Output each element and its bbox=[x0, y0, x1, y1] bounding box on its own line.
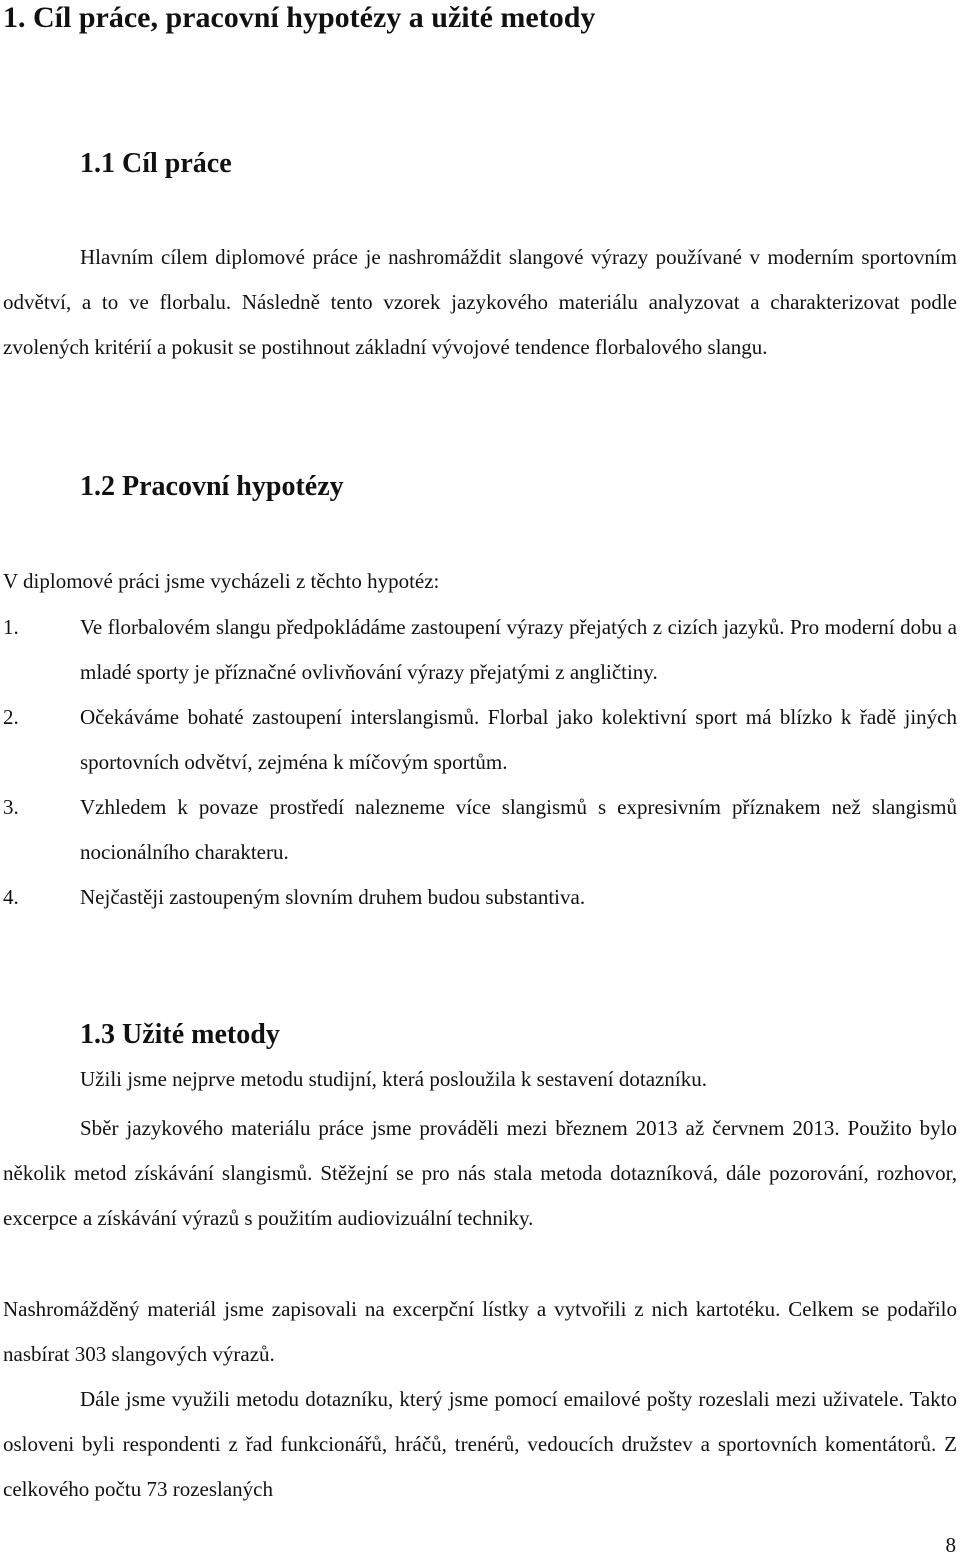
hypotheses-list bbox=[3, 605, 957, 920]
hypothesis-text: Očekáváme bohaté zastoupení interslangismů. Florbal jako kolektivní sport má blízko k řadě jiných sportovních odvětví, zejména k míčovým sportům. bbox=[80, 705, 957, 774]
hypothesis-item bbox=[3, 875, 957, 920]
chapter-title: 1. Cíl práce, pracovní hypotézy a užité metody bbox=[3, 1, 596, 34]
page-number: 8 bbox=[945, 1533, 956, 1557]
methods-paragraph: Dále jsme využili metodu dotazníku, který jsme pomocí emailové pošty rozeslali mezi uživatele. Takto osloveni byli respondenti z řad funkcionářů, hráčů, trenérů, vedoucích družstev a sportovních komentátorů. Z celkového počtu 73 rozeslaných bbox=[3, 1387, 957, 1501]
hypothesis-item bbox=[3, 605, 957, 695]
hypothesis-number: 1. bbox=[3, 615, 19, 639]
goal-paragraph: Hlavním cílem diplomové práce je nashromáždit slangové výrazy používané v moderním sportovním odvětví, a to ve florbalu. Následně tento vzorek jazykového materiálu analyzovat a charakterizovat podle zvolených kritérií a pokusit se postihnout základní vývojové tendence florbalového slangu. bbox=[3, 245, 957, 359]
section-heading-methods: 1.3 Užité metody bbox=[80, 1019, 280, 1050]
hypothesis-item bbox=[3, 785, 957, 875]
hypothesis-text: Vzhledem k povaze prostředí nalezneme více slangismů s expresivním příznakem než slangismů nocionálního charakteru. bbox=[80, 795, 957, 864]
section-heading-goal: 1.1 Cíl práce bbox=[80, 148, 232, 179]
hypothesis-text: Nejčastěji zastoupeným slovním druhem budou substantiva. bbox=[80, 885, 586, 909]
hypothesis-text: Ve florbalovém slangu předpokládáme zastoupení výrazy přejatých z cizích jazyků. Pro moderní dobu a mladé sporty je příznačné ovlivňování výrazy přejatými z angličtiny. bbox=[80, 615, 957, 684]
hypothesis-number: 4. bbox=[3, 885, 19, 909]
section-heading-hypotheses: 1.2 Pracovní hypotézy bbox=[80, 471, 344, 502]
methods-paragraph: Nashromážděný materiál jsme zapisovali na excerpční lístky a vytvořili z nich kartotéku. Celkem se podařilo nasbírat 303 slangových výrazů. bbox=[3, 1297, 957, 1366]
hypothesis-item bbox=[3, 695, 957, 785]
methods-paragraph: Užili jsme nejprve metodu studijní, která posloužila k sestavení dotazníku. bbox=[80, 1067, 707, 1091]
hypothesis-number: 3. bbox=[3, 795, 19, 819]
hypotheses-intro: V diplomové práci jsme vycházeli z těchto hypotéz: bbox=[3, 569, 440, 593]
methods-paragraph: Sběr jazykového materiálu práce jsme prováděli mezi březnem 2013 až červnem 2013. Použito bylo několik metod získávání slangismů. Stěžejní se pro nás stala metoda dotazníková, dále pozorování, rozhovor, excerpce a získávání výrazů s použitím audiovizuální techniky. bbox=[3, 1116, 957, 1230]
hypothesis-number: 2. bbox=[3, 705, 19, 729]
